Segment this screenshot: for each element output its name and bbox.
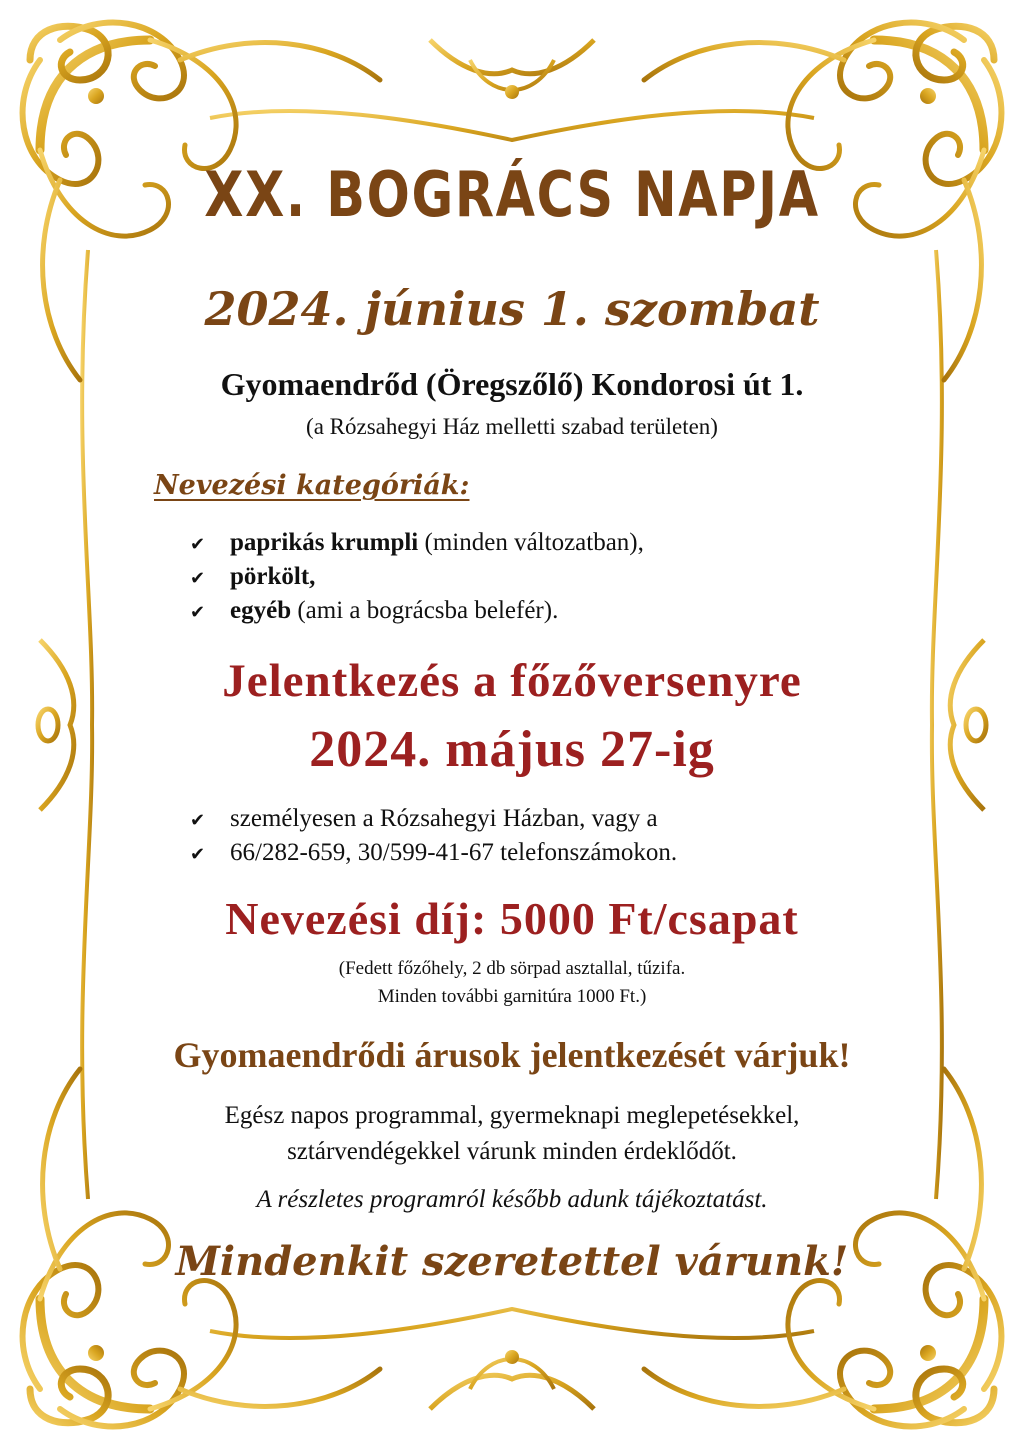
venue-address: Gyomaendrőd (Öregszőlő) Kondorosi út 1. [220, 366, 804, 402]
check-icon: ✔ [190, 534, 206, 554]
check-icon: ✔ [190, 810, 206, 830]
categories-list [190, 526, 644, 628]
list-item: ✔ 66/282-659, 30/599-41-67 telefonszámokon. [190, 836, 677, 870]
registration-deadline: 2024. május 27-ig [309, 721, 715, 778]
program-line1: Egész napos programmal, gyermeknapi meglepetésekkel, [224, 1102, 800, 1129]
event-title: XX. BOGRÁCS NAPJA [204, 158, 820, 231]
fee-note-line1: (Fedett főzőhely, 2 db sörpad asztallal, tűzifa. [338, 958, 686, 979]
fee-note-line2: Minden további garnitúra 1000 Ft.) [377, 986, 647, 1007]
list-item: ✔ személyesen a Rózsahegyi Házban, vagy a [190, 802, 677, 836]
sellers-call: Gyomaendrődi árusok jelentkezését várjuk! [173, 1035, 851, 1075]
check-icon: ✔ [190, 844, 206, 864]
entry-fee: Nevezési díj: 5000 Ft/csapat [225, 893, 799, 944]
check-icon: ✔ [190, 568, 206, 588]
registration-methods [190, 802, 677, 870]
list-item: ✔ paprikás krumpli (minden változatban), [190, 526, 644, 560]
program-line2: sztárvendégekkel várunk minden érdeklődőt. [287, 1138, 737, 1165]
welcome-message: Mindenkit szeretettel várunk! [175, 1238, 849, 1285]
details-note: A részletes programról később adunk tájékoztatást. [256, 1186, 768, 1213]
venue-note: (a Rózsahegyi Ház melletti szabad területen) [306, 414, 718, 439]
event-date: 2024. június 1. szombat [204, 282, 820, 336]
check-icon: ✔ [190, 602, 206, 622]
registration-heading: Jelentkezés a főzőversenyre [222, 655, 802, 707]
list-item: ✔ egyéb (ami a bográcsba belefér). [190, 594, 644, 628]
categories-heading: Nevezési kategóriák: [154, 470, 470, 501]
list-item: ✔ pörkölt, [190, 560, 644, 594]
